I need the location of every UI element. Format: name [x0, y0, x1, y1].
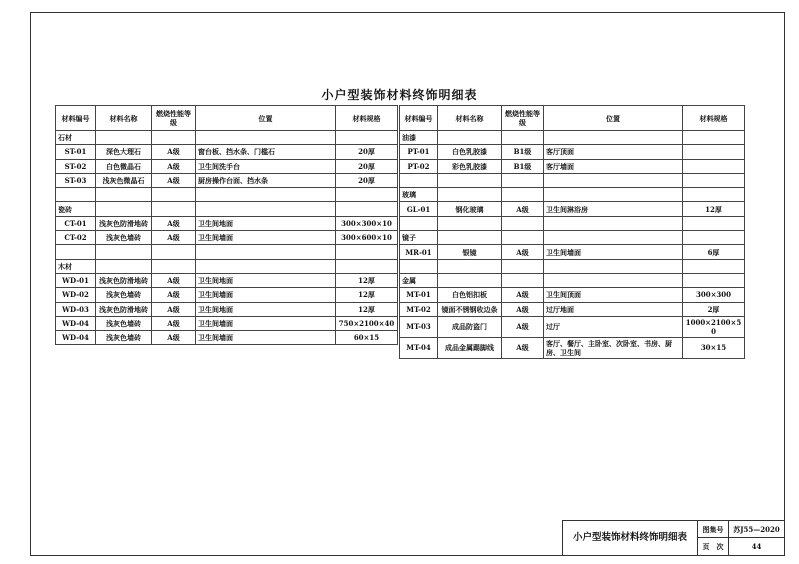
empty-cell [152, 245, 196, 259]
cell-name: 成品金属踢脚线 [438, 337, 502, 358]
empty-cell [502, 216, 544, 230]
cell-name: 浅灰色防滑地砖 [96, 273, 152, 287]
cell-grade: A级 [152, 273, 196, 287]
empty-cell [544, 273, 683, 287]
cell-code: MT-02 [400, 302, 438, 316]
table-row [400, 159, 745, 173]
empty-cell [544, 231, 683, 245]
cell-location: 厨房操作台面、挡水条 [196, 173, 336, 187]
empty-cell [196, 202, 336, 216]
title-block-name: 小户型装饰材料终饰明细表 [563, 521, 698, 555]
group-row [56, 259, 398, 273]
empty-cell [196, 188, 336, 202]
empty-cell [683, 259, 745, 273]
cell-name: 浅灰色墙砖 [96, 231, 152, 245]
cell-grade: A级 [502, 302, 544, 316]
cell-spec: 20厚 [336, 159, 398, 173]
cell-code: MR-01 [400, 245, 438, 259]
empty-cell [96, 245, 152, 259]
cell-name: 钢化玻璃 [438, 202, 502, 216]
cell-name: 镜面不锈钢收边条 [438, 302, 502, 316]
cell-spec [683, 159, 745, 173]
empty-cell [502, 259, 544, 273]
table-row [400, 145, 745, 159]
cell-spec: 2厚 [683, 302, 745, 316]
cell-name: 彩色乳胶漆 [438, 159, 502, 173]
table-row [56, 302, 398, 316]
empty-cell [196, 245, 336, 259]
column-header: 位置 [544, 106, 683, 131]
empty-cell [400, 259, 438, 273]
cell-spec: 300×300 [683, 288, 745, 302]
column-header: 位置 [196, 106, 336, 131]
cell-name: 浅灰色墙砖 [96, 288, 152, 302]
empty-cell [336, 259, 398, 273]
empty-cell [683, 173, 745, 187]
empty-cell [152, 188, 196, 202]
cell-name: 浅灰色防滑地砖 [96, 302, 152, 316]
empty-cell [438, 188, 502, 202]
cell-name: 浅灰色墙砖 [96, 316, 152, 330]
cell-grade: A级 [152, 288, 196, 302]
table-row [56, 145, 398, 159]
empty-cell [438, 231, 502, 245]
empty-cell [96, 259, 152, 273]
cell-grade: A级 [502, 245, 544, 259]
cell-grade: B1级 [502, 145, 544, 159]
column-header: 材料名称 [96, 106, 152, 131]
table-row [56, 273, 398, 287]
cell-name: 深色大理石 [96, 145, 152, 159]
cell-location: 过厅地面 [544, 302, 683, 316]
empty-cell [544, 173, 683, 187]
cell-grade: A级 [152, 159, 196, 173]
table-row [56, 159, 398, 173]
table-row [56, 316, 398, 330]
empty-cell [438, 131, 502, 145]
cell-spec [683, 145, 745, 159]
cell-name: 白色铝扣板 [438, 288, 502, 302]
empty-cell [96, 202, 152, 216]
empty-cell [336, 245, 398, 259]
materials-table-left [55, 105, 398, 345]
cell-location: 窗台板、挡水条、门槛石 [196, 145, 336, 159]
column-header: 材料编号 [400, 106, 438, 131]
empty-cell [336, 202, 398, 216]
cell-spec: 300×600×10 [336, 231, 398, 245]
empty-cell [400, 216, 438, 230]
empty-cell [502, 188, 544, 202]
cell-spec: 20厚 [336, 145, 398, 159]
empty-cell [502, 173, 544, 187]
page-number-label: 页 次 [698, 538, 729, 555]
table-row [400, 202, 745, 216]
empty-cell [683, 131, 745, 145]
cell-code: ST-02 [56, 159, 96, 173]
cell-name: 浅灰色防滑地砖 [96, 216, 152, 230]
group-row [56, 202, 398, 216]
table-row [400, 245, 745, 259]
cell-location: 过厅 [544, 316, 683, 337]
cell-grade: A级 [152, 173, 196, 187]
cell-grade: A级 [502, 288, 544, 302]
blank-row [400, 259, 745, 273]
cell-spec: 750×2100×40 [336, 316, 398, 330]
group-label: 瓷砖 [56, 202, 96, 216]
empty-cell [438, 173, 502, 187]
cell-code: MT-03 [400, 316, 438, 337]
cell-location: 客厅墙面 [544, 159, 683, 173]
cell-code: WD-04 [56, 316, 96, 330]
cell-code: PT-01 [400, 145, 438, 159]
empty-cell [544, 216, 683, 230]
cell-spec: 12厚 [336, 302, 398, 316]
cell-location: 卫生间墙面 [196, 331, 336, 345]
cell-code: ST-01 [56, 145, 96, 159]
empty-cell [544, 188, 683, 202]
cell-location: 卫生间墙面 [196, 231, 336, 245]
cell-name: 浅灰色微晶石 [96, 173, 152, 187]
cell-code: WD-04 [56, 331, 96, 345]
cell-location: 卫生间淋浴房 [544, 202, 683, 216]
cell-code: PT-02 [400, 159, 438, 173]
empty-cell [196, 259, 336, 273]
empty-cell [683, 231, 745, 245]
empty-cell [544, 131, 683, 145]
group-row [56, 131, 398, 145]
cell-spec: 12厚 [336, 288, 398, 302]
title-block [562, 520, 785, 556]
column-header: 材料规格 [336, 106, 398, 131]
group-label: 油漆 [400, 131, 438, 145]
cell-code: WD-03 [56, 302, 96, 316]
cell-location: 客厅顶面 [544, 145, 683, 159]
table-row [56, 331, 398, 345]
empty-cell [438, 216, 502, 230]
cell-location: 卫生间墙面 [196, 288, 336, 302]
cell-grade: A级 [152, 145, 196, 159]
header-row [56, 106, 398, 131]
group-row [400, 131, 745, 145]
table-row [400, 288, 745, 302]
empty-cell [152, 131, 196, 145]
empty-cell [336, 131, 398, 145]
column-header: 材料名称 [438, 106, 502, 131]
header-row [400, 106, 745, 131]
cell-name: 成品防盗门 [438, 316, 502, 337]
cell-location: 卫生间地面 [196, 273, 336, 287]
blank-row [400, 173, 745, 187]
cell-spec: 6厚 [683, 245, 745, 259]
table-row [400, 316, 745, 337]
empty-cell [683, 188, 745, 202]
cell-code: MT-01 [400, 288, 438, 302]
empty-cell [438, 273, 502, 287]
cell-spec: 20厚 [336, 173, 398, 187]
empty-cell [152, 259, 196, 273]
group-label: 木材 [56, 259, 96, 273]
empty-cell [196, 131, 336, 145]
empty-cell [336, 188, 398, 202]
empty-cell [683, 273, 745, 287]
empty-cell [56, 245, 96, 259]
cell-spec: 60×15 [336, 331, 398, 345]
cell-spec: 12厚 [336, 273, 398, 287]
group-row [400, 231, 745, 245]
cell-name: 白色乳胶漆 [438, 145, 502, 159]
cell-name: 浅灰色墙砖 [96, 331, 152, 345]
blank-row [56, 188, 398, 202]
column-header: 燃烧性能等级 [502, 106, 544, 131]
column-header: 材料规格 [683, 106, 745, 131]
cell-code: MT-04 [400, 337, 438, 358]
empty-cell [56, 188, 96, 202]
group-label: 金属 [400, 273, 438, 287]
cell-grade: B1级 [502, 159, 544, 173]
empty-cell [544, 259, 683, 273]
atlas-number-value: 苏J55—2020 [729, 521, 784, 538]
atlas-number-label: 图集号 [698, 521, 729, 538]
cell-grade: A级 [502, 316, 544, 337]
cell-spec: 1000×2100×50 [683, 316, 745, 337]
cell-grade: A级 [152, 216, 196, 230]
materials-table-right [399, 105, 745, 359]
cell-spec: 30×15 [683, 337, 745, 358]
cell-location: 卫生间墙面 [544, 245, 683, 259]
empty-cell [96, 188, 152, 202]
column-header: 燃烧性能等级 [152, 106, 196, 131]
table-row [400, 337, 745, 358]
page-number-value: 44 [751, 542, 762, 551]
cell-code: WD-02 [56, 288, 96, 302]
cell-location: 卫生间地面 [196, 216, 336, 230]
cell-grade: A级 [502, 337, 544, 358]
cell-name: 银镜 [438, 245, 502, 259]
empty-cell [683, 216, 745, 230]
cell-grade: A级 [152, 302, 196, 316]
cell-code: CT-02 [56, 231, 96, 245]
table-row [400, 302, 745, 316]
empty-cell [502, 273, 544, 287]
page-title: 小户型装饰材料终饰明细表 [321, 88, 478, 102]
cell-name: 白色微晶石 [96, 159, 152, 173]
table-row [56, 288, 398, 302]
cell-grade: A级 [152, 316, 196, 330]
cell-grade: A级 [152, 231, 196, 245]
group-row [400, 273, 745, 287]
cell-code: GL-01 [400, 202, 438, 216]
cell-location: 卫生间洗手台 [196, 159, 336, 173]
empty-cell [400, 173, 438, 187]
empty-cell [502, 231, 544, 245]
cell-grade: A级 [502, 202, 544, 216]
blank-row [400, 216, 745, 230]
empty-cell [96, 131, 152, 145]
cell-spec: 12厚 [683, 202, 745, 216]
group-row [400, 188, 745, 202]
cell-grade: A级 [152, 331, 196, 345]
cell-location: 客厅、餐厅、主卧室、次卧室、书房、厨房、卫生间 [544, 337, 683, 358]
table-row [56, 216, 398, 230]
empty-cell [152, 202, 196, 216]
column-header: 材料编号 [56, 106, 96, 131]
cell-location: 卫生间顶面 [544, 288, 683, 302]
cell-code: WD-01 [56, 273, 96, 287]
cell-location: 卫生间地面 [196, 302, 336, 316]
table-row [56, 231, 398, 245]
group-label: 石材 [56, 131, 96, 145]
blank-row [56, 245, 398, 259]
empty-cell [438, 259, 502, 273]
group-label: 玻璃 [400, 188, 438, 202]
cell-location: 卫生间墙面 [196, 316, 336, 330]
table-row [56, 173, 398, 187]
cell-code: ST-03 [56, 173, 96, 187]
cell-code: CT-01 [56, 216, 96, 230]
group-label: 镜子 [400, 231, 438, 245]
empty-cell [502, 131, 544, 145]
cell-spec: 300×300×10 [336, 216, 398, 230]
